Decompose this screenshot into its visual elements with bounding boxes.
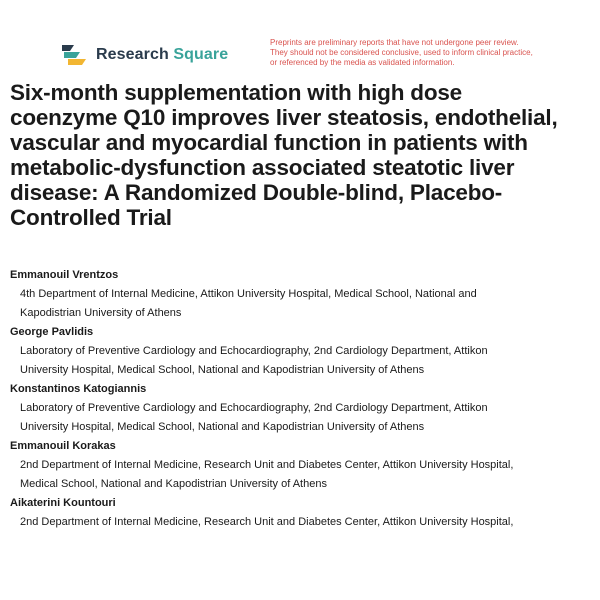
- paper-title-line: disease: A Randomized Double-blind, Placebo-: [10, 180, 503, 205]
- author-entry: [10, 266, 595, 323]
- affiliation-line: 2nd Department of Internal Medicine, Research Unit and Diabetes Center, Attikon University Hospital,: [20, 516, 514, 528]
- affiliation-line: University Hospital, Medical School, National and Kapodistrian University of Athens: [20, 421, 425, 433]
- author-name[interactable]: Emmanouil Vrentzos: [10, 269, 119, 281]
- author-entry: [10, 323, 595, 380]
- paper-title-line: metabolic-dysfunction associated steatotic liver: [10, 155, 515, 180]
- affiliation-line: Medical School, National and Kapodistrian University of Athens: [20, 478, 327, 490]
- paper-title-line: Controlled Trial: [10, 205, 172, 230]
- author-affiliation: [10, 285, 595, 323]
- author-name[interactable]: Aikaterini Kountouri: [10, 497, 116, 509]
- author-entry: [10, 494, 595, 532]
- affiliation-line: Laboratory of Preventive Cardiology and Echocardiography, 2nd Cardiology Department, Attikon: [20, 345, 488, 357]
- preprint-notice-line: They should not be considered conclusive, used to inform clinical practice,: [270, 48, 533, 57]
- paper-title-line: coenzyme Q10 improves liver steatosis, endothelial,: [10, 105, 558, 130]
- author-affiliation: [10, 513, 595, 532]
- author-affiliation: [10, 456, 595, 494]
- brand-name: [96, 46, 228, 64]
- paper-title: [10, 80, 595, 230]
- research-square-logo[interactable]: [60, 42, 228, 68]
- preprint-notice-line: or referenced by the media as validated information.: [270, 58, 455, 67]
- affiliation-line: Kapodistrian University of Athens: [20, 307, 182, 319]
- author-affiliation: [10, 399, 595, 437]
- author-entry: [10, 437, 595, 494]
- author-name[interactable]: George Pavlidis: [10, 326, 94, 338]
- paper-title-line: Six-month supplementation with high dose: [10, 80, 462, 105]
- author-name[interactable]: Konstantinos Katogiannis: [10, 383, 147, 395]
- brand-name-part1: Research: [96, 46, 169, 63]
- affiliation-line: University Hospital, Medical School, National and Kapodistrian University of Athens: [20, 364, 425, 376]
- author-name[interactable]: Emmanouil Korakas: [10, 440, 116, 452]
- research-square-logo-icon: [60, 42, 90, 68]
- affiliation-line: 2nd Department of Internal Medicine, Research Unit and Diabetes Center, Attikon University Hospital,: [20, 459, 514, 471]
- paper-title-line: vascular and myocardial function in patients with: [10, 130, 528, 155]
- affiliation-line: 4th Department of Internal Medicine, Attikon University Hospital, Medical School, National and: [20, 288, 477, 300]
- author-affiliation: [10, 342, 595, 380]
- author-entry: [10, 380, 595, 437]
- preprint-notice-line: Preprints are preliminary reports that have not undergone peer review.: [270, 38, 519, 47]
- preprint-header: [60, 38, 570, 78]
- author-list: [10, 266, 595, 532]
- preprint-notice: [270, 38, 570, 68]
- brand-name-part2: Square: [173, 46, 229, 63]
- affiliation-line: Laboratory of Preventive Cardiology and Echocardiography, 2nd Cardiology Department, Attikon: [20, 402, 488, 414]
